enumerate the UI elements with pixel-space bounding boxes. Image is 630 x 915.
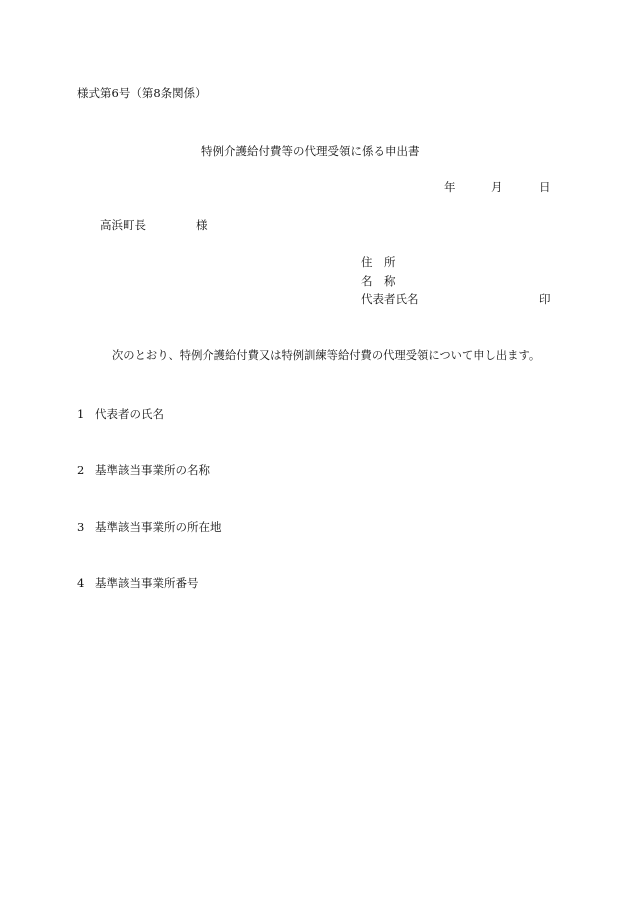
date-year: 年 [444, 180, 456, 194]
applicant-name-label: 名 称 [361, 274, 396, 288]
item-label: 代表者の氏名 [95, 407, 164, 421]
item-label: 基準該当事業所の名称 [95, 463, 210, 477]
addressee-honorific: 様 [196, 218, 208, 232]
item-number: 3 [77, 520, 85, 534]
item-label: 基準該当事業所番号 [95, 576, 199, 590]
statement-text: 次のとおり、特例介護給付費又は特例訓練等給付費の代理受領について申し出ます。 [112, 349, 541, 362]
applicant-address-label: 住 所 [361, 255, 396, 269]
addressee-name: 高浜町長 [100, 218, 146, 232]
date-month: 月 [491, 180, 503, 194]
item-number: 2 [77, 463, 85, 477]
applicant-representative-label: 代表者氏名 [361, 292, 419, 306]
item-label: 基準該当事業所の所在地 [95, 520, 222, 534]
item-number: 1 [77, 407, 85, 421]
seal-mark: 印 [539, 292, 551, 306]
item-number: 4 [77, 576, 85, 590]
form-number: 様式第6号（第8条関係） [77, 86, 207, 100]
document-title: 特例介護給付費等の代理受領に係る申出書 [201, 144, 420, 158]
date-day: 日 [539, 180, 551, 194]
